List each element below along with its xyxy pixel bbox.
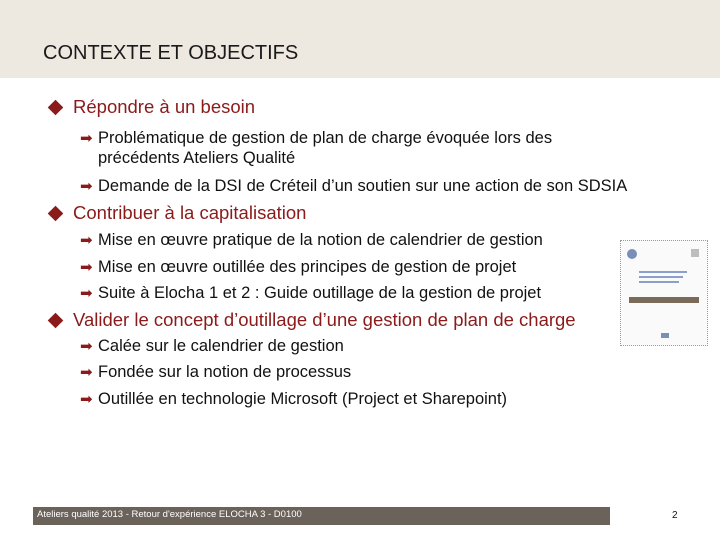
right-arrow-icon: ➡ xyxy=(80,178,93,195)
diamond-bullet-icon xyxy=(48,312,64,328)
thumbnail-line xyxy=(639,271,687,273)
section-heading-text: Valider le concept d’outillage d’une gestion de plan de charge xyxy=(73,309,576,330)
document-thumbnail xyxy=(620,240,708,346)
list-item xyxy=(80,283,541,304)
list-item-text: Problématique de gestion de plan de charge évoquée lors des précédents Ateliers Qualité xyxy=(98,129,553,167)
diamond-bullet-icon xyxy=(48,205,64,221)
list-item-text: Outillée en technologie Microsoft (Project et Sharepoint) xyxy=(98,390,508,408)
thumbnail-band xyxy=(629,297,699,303)
section-heading xyxy=(48,96,255,118)
list-item xyxy=(80,336,344,357)
slide-title: CONTEXTE ET OBJECTIFS xyxy=(43,42,299,64)
list-item-text: Mise en œuvre pratique de la notion de calendrier de gestion xyxy=(98,231,543,249)
logo-icon xyxy=(627,249,637,259)
footer-text: Ateliers qualité 2013 - Retour d'expérience ELOCHA 3 - D0100 xyxy=(37,509,302,520)
right-arrow-icon: ➡ xyxy=(80,391,93,408)
logo-icon xyxy=(691,249,699,257)
thumbnail-line xyxy=(639,281,679,283)
section-heading-text: Contribuer à la capitalisation xyxy=(73,202,307,223)
list-item xyxy=(80,230,543,251)
list-item xyxy=(80,257,516,278)
thumbnail-line xyxy=(639,276,683,278)
right-arrow-icon: ➡ xyxy=(80,130,93,147)
right-arrow-icon: ➡ xyxy=(80,232,93,249)
list-item-text: Fondée sur la notion de processus xyxy=(98,363,352,381)
list-item xyxy=(80,389,507,410)
list-item xyxy=(80,176,627,197)
list-item xyxy=(80,128,638,168)
list-item-text: Calée sur le calendrier de gestion xyxy=(98,337,344,355)
list-item-text: Mise en œuvre outillée des principes de gestion de projet xyxy=(98,258,517,276)
list-item xyxy=(80,362,351,383)
diamond-bullet-icon xyxy=(48,99,64,115)
list-item-text: Demande de la DSI de Créteil d’un soutien sur une action de son SDSIA xyxy=(98,177,628,195)
thumbnail-footer-icon xyxy=(661,333,669,338)
right-arrow-icon: ➡ xyxy=(80,259,93,276)
page-number: 2 xyxy=(672,510,678,521)
right-arrow-icon: ➡ xyxy=(80,338,93,355)
list-item-text: Suite à Elocha 1 et 2 : Guide outillage de la gestion de projet xyxy=(98,284,542,302)
section-heading-text: Répondre à un besoin xyxy=(73,96,256,117)
section-heading xyxy=(48,309,576,331)
right-arrow-icon: ➡ xyxy=(80,364,93,381)
section-heading xyxy=(48,202,306,224)
right-arrow-icon: ➡ xyxy=(80,285,93,302)
